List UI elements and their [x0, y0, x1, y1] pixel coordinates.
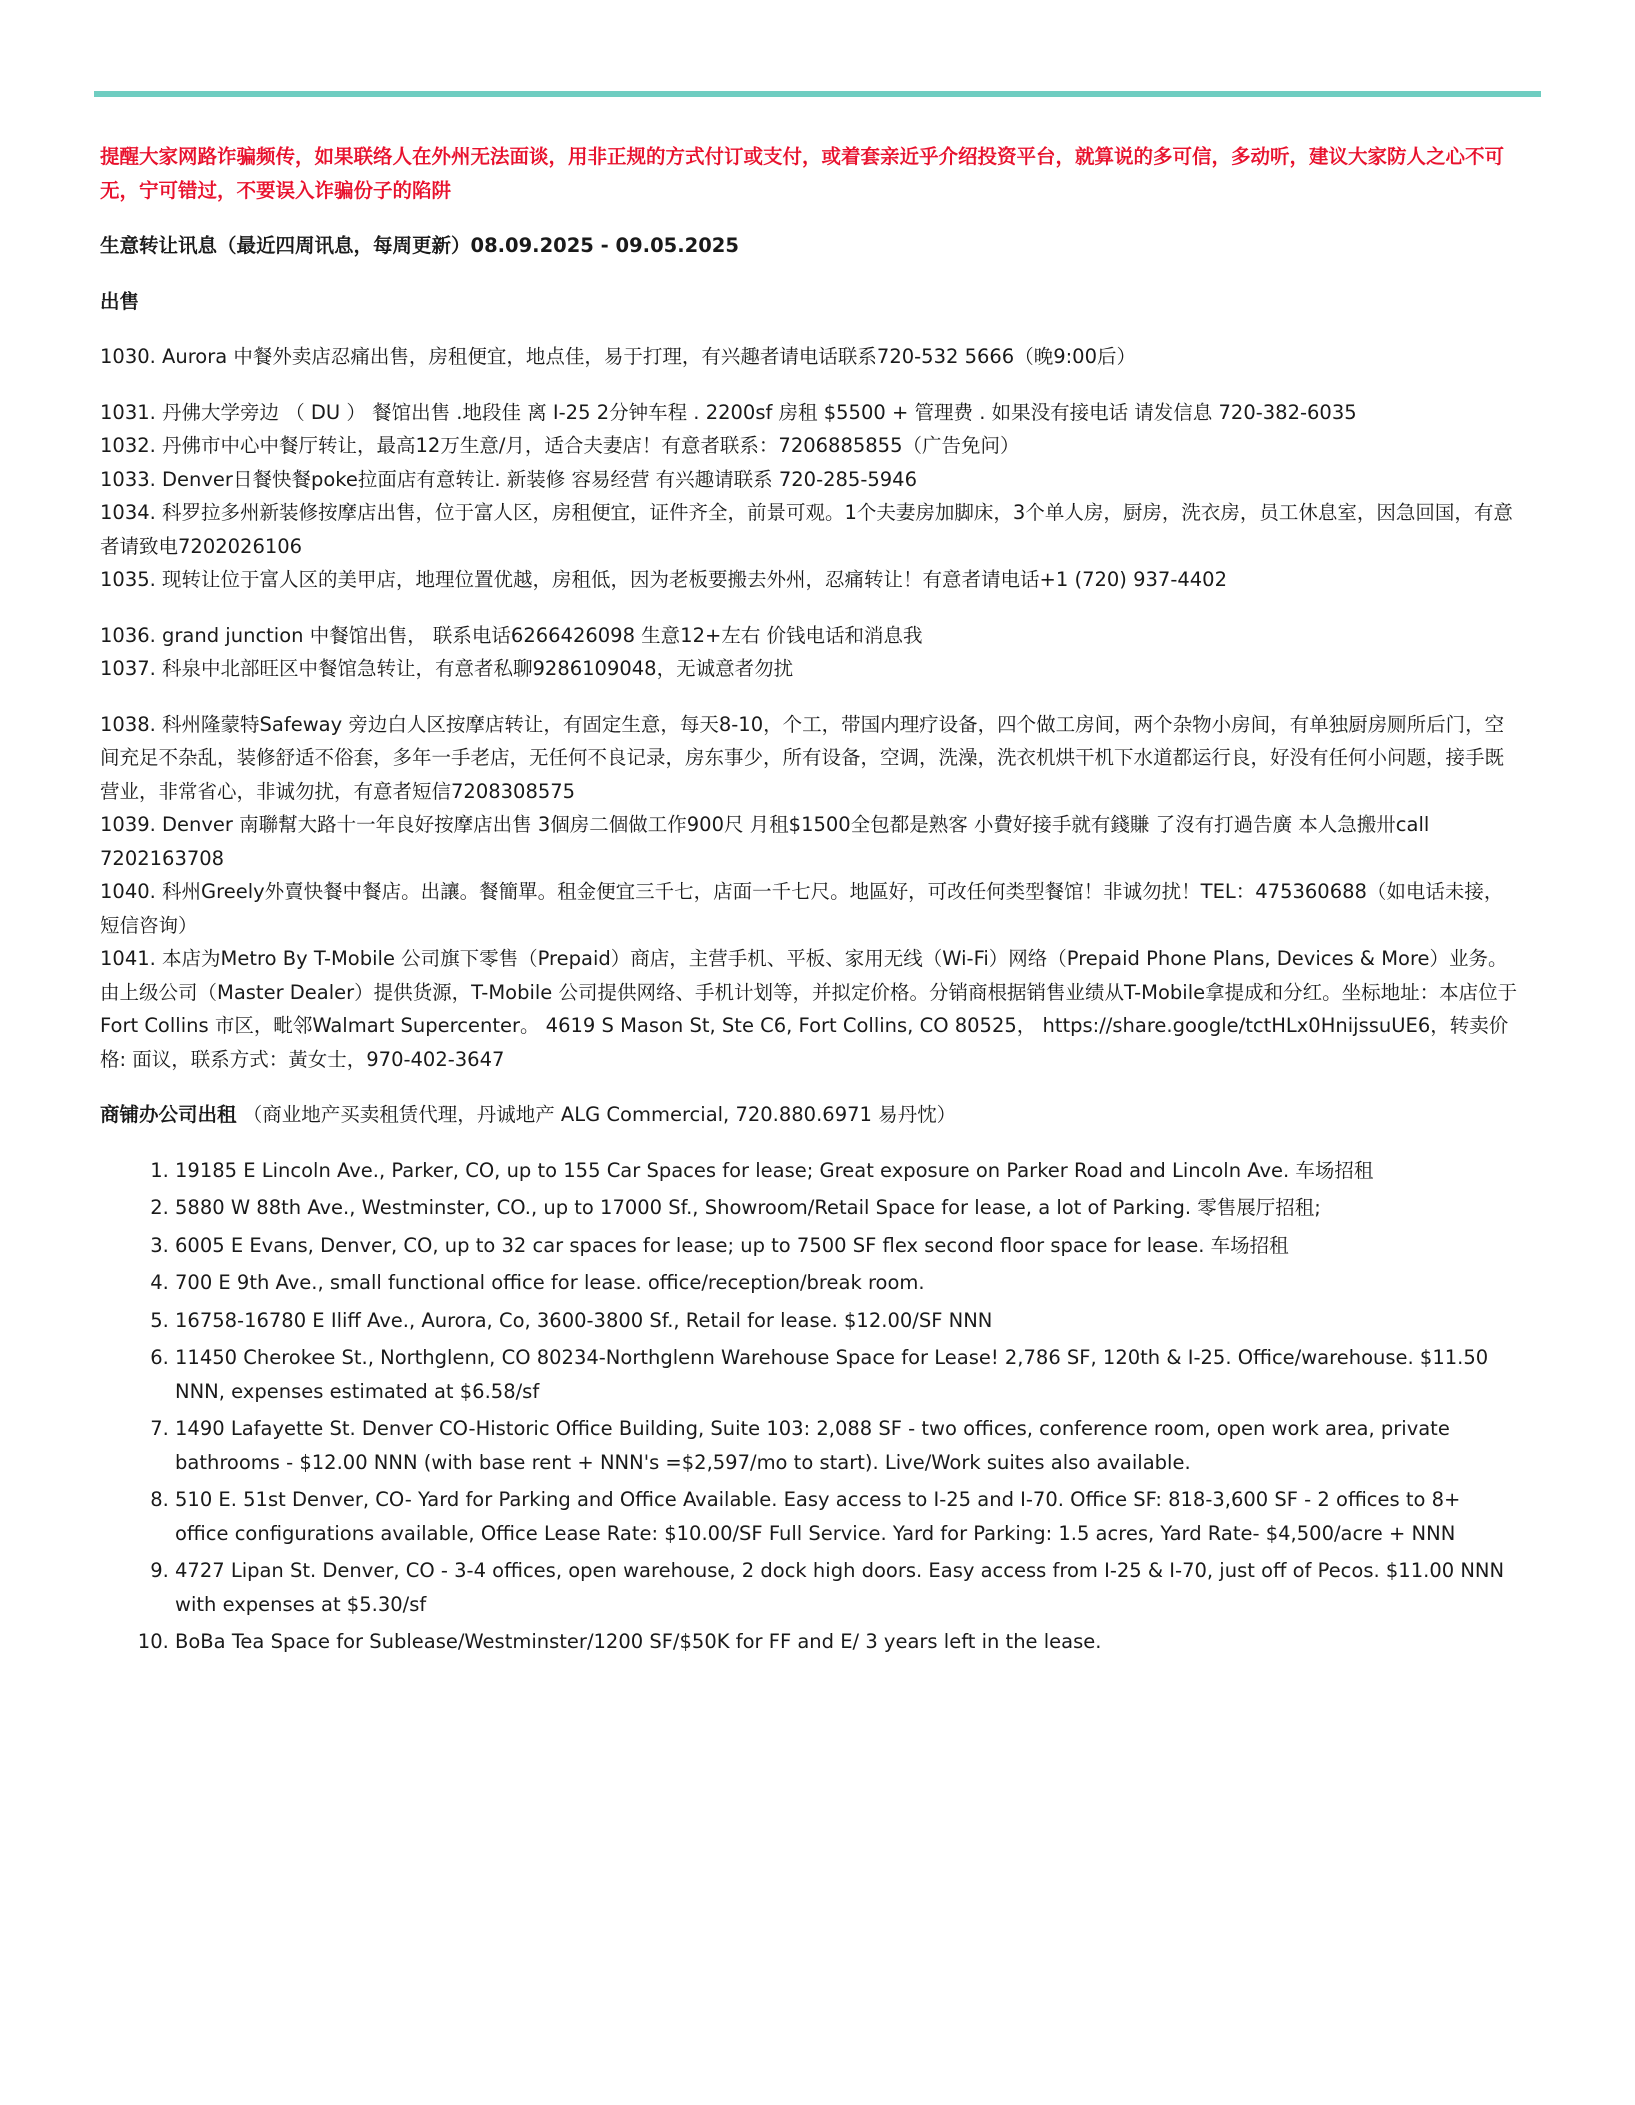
sale-entry: 1040. 科州Greely外賣快餐中餐店。出讓。餐簡單。租金便宜三千七，店面一千七尺。地區好，可改任何类型餐馆！非诚勿扰！TEL：475360688（如电话未接，短信咨询） — [100, 880, 1504, 937]
lease-item: 5. 16758-16780 E Iliff Ave., Aurora, Co, 3600-3800 Sf., Retail for lease. $12.00/SF NNN — [175, 1304, 1520, 1338]
lease-item: 1. 19185 E Lincoln Ave., Parker, CO, up to 155 Car Spaces for lease; Great exposure on Parker Road and Lincoln Ave. 车场招租 — [175, 1154, 1520, 1188]
lease-item: 6. 11450 Cherokee St., Northglenn, CO 80234-Northglenn Warehouse Space for Lease! 2,786 SF, 120th & I-25. Office/warehouse. $11.50 NNN, expenses estimated at $6.58/sf — [175, 1341, 1520, 1408]
lease-item: 8. 510 E. 51st Denver, CO- Yard for Parking and Office Available. Easy access to I-25 and I-70. Office SF: 818-3,600 SF - 2 offices to 8+ office configurations available, Office Lease Rate: $10.00/SF Full Service. Yard for Parking: 1.5 acres, Yard Rate- $4,500/acre + NNN — [175, 1483, 1520, 1550]
sale-entry: 1037. 科泉中北部旺区中餐馆急转让，有意者私聊9286109048，无诚意者勿扰 — [100, 657, 794, 680]
page-content — [100, 140, 1520, 1663]
sale-entry: 1038. 科州隆蒙特Safeway 旁边白人区按摩店转让，有固定生意，每天8-10，个工，带国内理疗设备，四个做工房间，两个杂物小房间，有单独厨房厕所后门，空间充足不杂乱，装修舒适不俗套，多年一手老店，无任何不良记录，房东事少，所有设备，空调，洗澡，洗衣机烘干机下水道都运行良，好没有任何小问题，接手既营业，非常省心，非诚勿扰，有意者短信7208308575 — [100, 712, 1505, 803]
sale-entry: 1034. 科罗拉多州新装修按摩店出售，位于富人区，房租便宜，证件齐全，前景可观。1个夫妻房加脚床，3个单人房，厨房，洗衣房，员工休息室，因急回国，有意者请致电7202026106 — [100, 501, 1513, 558]
fraud-warning: 提醒大家网路诈骗频传，如果联络人在外州无法面谈，用非正规的方式付订或支付，或着套亲近乎介绍投资平台，就算说的多可信，多动听，建议大家防人之心不可无，宁可错过，不要误入诈骗份子的陷阱 — [100, 145, 1505, 202]
sale-entry: 1035. 现转让位于富人区的美甲店，地理位置优越，房租低，因为老板要搬去外州，忍痛转让！有意者请电话+1 (720) 937-4402 — [100, 568, 1227, 591]
lease-heading-subtitle: （商业地产买卖租赁代理，丹诚地产 ALG Commercial, 720.880.6971 易丹忱） — [242, 1103, 957, 1126]
sale-listings — [100, 340, 1520, 1076]
lease-item: 9. 4727 Lipan St. Denver, CO - 3-4 offices, open warehouse, 2 dock high doors. Easy access from I-25 & I-70, just off of Pecos. $11.00 NNN with expenses at $5.30/sf — [175, 1554, 1520, 1621]
sale-group — [100, 340, 1520, 374]
lease-heading-title: 商铺办公司出租 — [100, 1103, 237, 1126]
sale-group — [100, 619, 1520, 686]
sale-group — [100, 708, 1520, 1077]
lease-list — [100, 1154, 1520, 1659]
sale-entry: 1032. 丹佛市中心中餐厅转让，最高12万生意/月，适合夫妻店！有意者联系：7206885855（广告免问） — [100, 434, 1020, 457]
sale-entry: 1039. Denver 南聯幫大路十一年良好按摩店出售 3個房二個做工作900尺 月租$1500全包都是熟客 小費好接手就有錢賺 了沒有打過告廣 本人急搬卅call 7202163708 — [100, 813, 1430, 870]
lease-item: 4. 700 E 9th Ave., small functional office for lease. office/reception/break room. — [175, 1266, 1520, 1300]
sale-entry: 1036. grand junction 中餐馆出售， 联系电话6266426098 生意12+左右 价钱电话和消息我 — [100, 623, 923, 647]
lease-item: 2. 5880 W 88th Ave., Westminster, CO., up to 17000 Sf., Showroom/Retail Space for lease, a lot of Parking. 零售展厅招租; — [175, 1191, 1520, 1225]
top-divider — [94, 91, 1541, 97]
lease-heading — [100, 1098, 1520, 1132]
sale-heading: 出售 — [100, 289, 140, 313]
sale-entry: 1041. 本店为Metro By T-Mobile 公司旗下零售（Prepaid）商店，主营手机、平板、家用无线（Wi-Fi）网络（Prepaid Phone Plans, Devices & More）业务。由上级公司（Master Dealer）提供货源，T-Mobile 公司提供网络、手机计划等，并拟定价格。分销商根据销售业绩从T-Mobile拿提成和分红。坐标地址：本店位于Fort Collins 市区，毗邻Walmart Supercenter。 4619 S Mason St, Ste C6, Fort Collins, CO 80525， https://share.google/tctHLx0HnijssuUE6，转卖价格: 面议，联系方式：黃女士，970-402-3647 — [100, 947, 1518, 1071]
lease-item: 10. BoBa Tea Space for Sublease/Westminster/1200 SF/$50K for FF and E/ 3 years left in the lease. — [175, 1625, 1520, 1659]
sale-entry: 1031. 丹佛大学旁边 （ DU ） 餐馆出售 .地段佳 离 I-25 2分钟车程 . 2200sf 房租 $5500 + 管理费 . 如果没有接电话 请发信息 720-382-6035 — [100, 400, 1357, 424]
lease-item: 7. 1490 Lafayette St. Denver CO-Historic Office Building, Suite 103: 2,088 SF - two offices, conference room, open work area, private bathrooms - $12.00 NNN (with base rent + NNN's =$2,597/mo to start). Live/Work suites also available. — [175, 1412, 1520, 1479]
sale-entry: 1030. Aurora 中餐外卖店忍痛出售，房租便宜，地点佳，易于打理，有兴趣者请电话联系720-532 5666（晚9:00后） — [100, 345, 1136, 368]
sale-entry: 1033. Denver日餐快餐poke拉面店有意转让. 新装修 容易经营 有兴趣请联系 720-285-5946 — [100, 467, 917, 491]
page-header: 生意转让讯息（最近四周讯息，每周更新）08.09.2025 - 09.05.2025 — [100, 234, 739, 257]
sale-group — [100, 396, 1520, 597]
lease-item: 3. 6005 E Evans, Denver, CO, up to 32 car spaces for lease; up to 7500 SF flex second floor space for lease. 车场招租 — [175, 1229, 1520, 1263]
